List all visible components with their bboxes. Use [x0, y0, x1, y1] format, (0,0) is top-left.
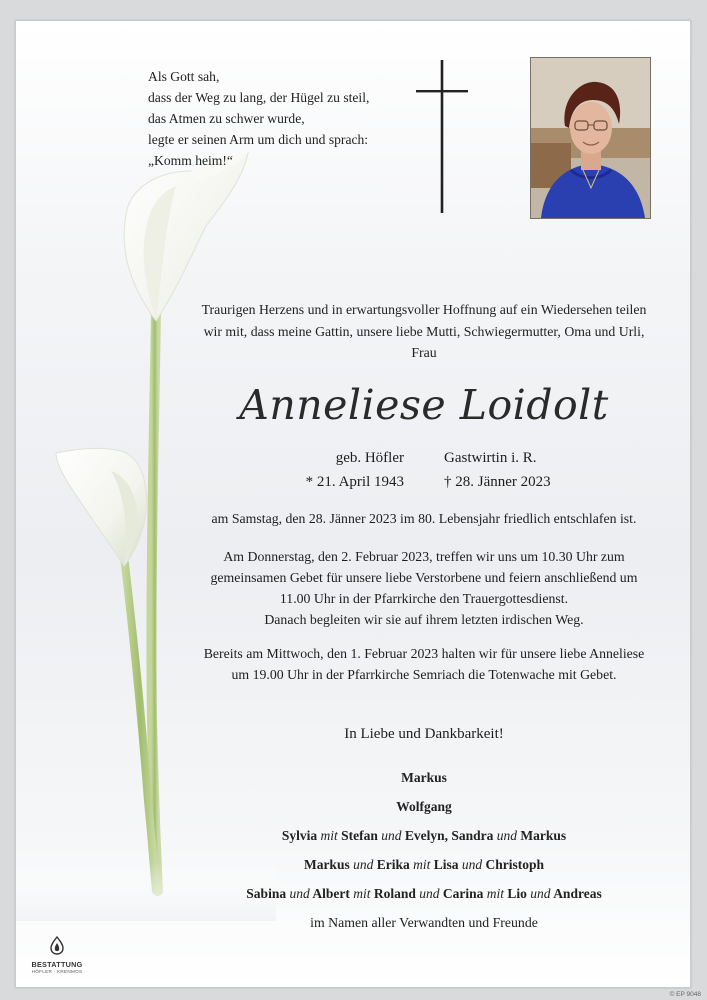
- mourner-row: [184, 792, 664, 821]
- intro-text: [184, 299, 664, 364]
- poem-line: „Komm heim!“: [148, 153, 233, 168]
- mourners-list: [184, 763, 664, 908]
- connector: und: [530, 886, 551, 901]
- connector: mit: [353, 886, 371, 901]
- mourner-name: Markus: [520, 828, 567, 843]
- connector: und: [353, 857, 374, 872]
- document-code: © EP 9048: [669, 991, 701, 998]
- connector: und: [461, 857, 483, 872]
- poem-line: Als Gott sah,: [148, 69, 220, 84]
- mourner-name: Sabina: [246, 886, 287, 901]
- vigil-line: um 19.00 Uhr in der Pfarrkirche Semriach die Totenwache mit Gebet.: [231, 667, 617, 682]
- poem: [148, 66, 408, 171]
- mourner-name: Andreas: [553, 886, 602, 901]
- maiden-name: geb. Höfler: [335, 450, 404, 466]
- funeral-line: Danach begleiten wir sie auf ihrem letzten irdischen Weg.: [264, 612, 584, 627]
- mourner-row: [184, 850, 664, 879]
- funeral-info: [184, 546, 664, 630]
- logo-subtitle: HÖFLER · KRENMOS: [31, 969, 83, 974]
- mourner-name: Albert: [312, 886, 350, 901]
- candle-flame-icon: [48, 936, 66, 956]
- mourner-name: Markus: [303, 857, 350, 872]
- funeral-line: gemeinsamen Gebet für unsere liebe Verstorbene und feiern anschließend um: [210, 570, 638, 585]
- mourner-row: [184, 821, 664, 850]
- mourner-name: Carina: [442, 886, 484, 901]
- mourner-name: Roland: [373, 886, 416, 901]
- logo-brand: BESTATTUNG: [31, 960, 83, 969]
- thanks-heading: In Liebe und Dankbarkeit!: [344, 726, 504, 742]
- mourner-name: Markus: [401, 770, 447, 785]
- funeral-line: Am Donnerstag, den 2. Februar 2023, treffen wir uns um 10.30 Uhr zum: [223, 549, 625, 564]
- poem-line: legte er seinen Arm um dich und sprach:: [148, 132, 369, 147]
- mourner-name: Lio: [507, 886, 527, 901]
- funeral-home-logo: [22, 936, 92, 975]
- connector: und: [289, 886, 310, 901]
- mourner-name: Lisa: [433, 857, 459, 872]
- vigil-info: [184, 643, 664, 685]
- poem-line: dass der Weg zu lang, der Hügel zu steil,: [148, 90, 370, 105]
- mourner-name: Evelyn, Sandra: [404, 828, 494, 843]
- mourner-name: Erika: [376, 857, 410, 872]
- mourner-name: Sylvia: [281, 828, 318, 843]
- mourner-name: Stefan: [341, 828, 378, 843]
- connector: und: [381, 828, 402, 843]
- mourner-row: [184, 763, 664, 792]
- connector: mit: [320, 828, 338, 843]
- poem-line: das Atmen zu schwer wurde,: [148, 111, 305, 126]
- intro-line: wir mit, dass meine Gattin, unsere liebe Mutti, Schwiegermutter, Oma und Urli,: [203, 323, 645, 339]
- intro-line: Traurigen Herzens und in erwartungsvoller Hoffnung auf ein Wiedersehen teilen: [201, 302, 647, 317]
- birth-date: * 21. April 1943: [305, 474, 404, 490]
- connector: und: [496, 828, 518, 843]
- closing-line: im Namen aller Verwandten und Freunde: [310, 915, 538, 930]
- life-details: [184, 446, 664, 494]
- mourner-name: Wolfgang: [396, 799, 452, 814]
- deceased-name: Anneliese Loidolt: [239, 381, 609, 429]
- portrait-photo: [530, 57, 651, 219]
- funeral-line: 11.00 Uhr in der Pfarrkirche den Trauergottesdienst.: [279, 591, 569, 606]
- death-date: † 28. Jänner 2023: [444, 474, 551, 490]
- occupation: Gastwirtin i. R.: [444, 450, 537, 466]
- latin-cross-icon: [416, 60, 468, 213]
- mourner-name: Christoph: [485, 857, 545, 872]
- connector: mit: [486, 886, 505, 901]
- mourner-row: [184, 879, 664, 908]
- passing-statement: am Samstag, den 28. Jänner 2023 im 80. Lebensjahr friedlich entschlafen ist.: [211, 511, 637, 526]
- connector: mit: [413, 857, 431, 872]
- connector: und: [419, 886, 440, 901]
- obituary-sheet: [15, 20, 691, 988]
- intro-line: Frau: [411, 345, 437, 360]
- vigil-line: Bereits am Mittwoch, den 1. Februar 2023 halten wir für unsere liebe Anneliese: [203, 646, 645, 661]
